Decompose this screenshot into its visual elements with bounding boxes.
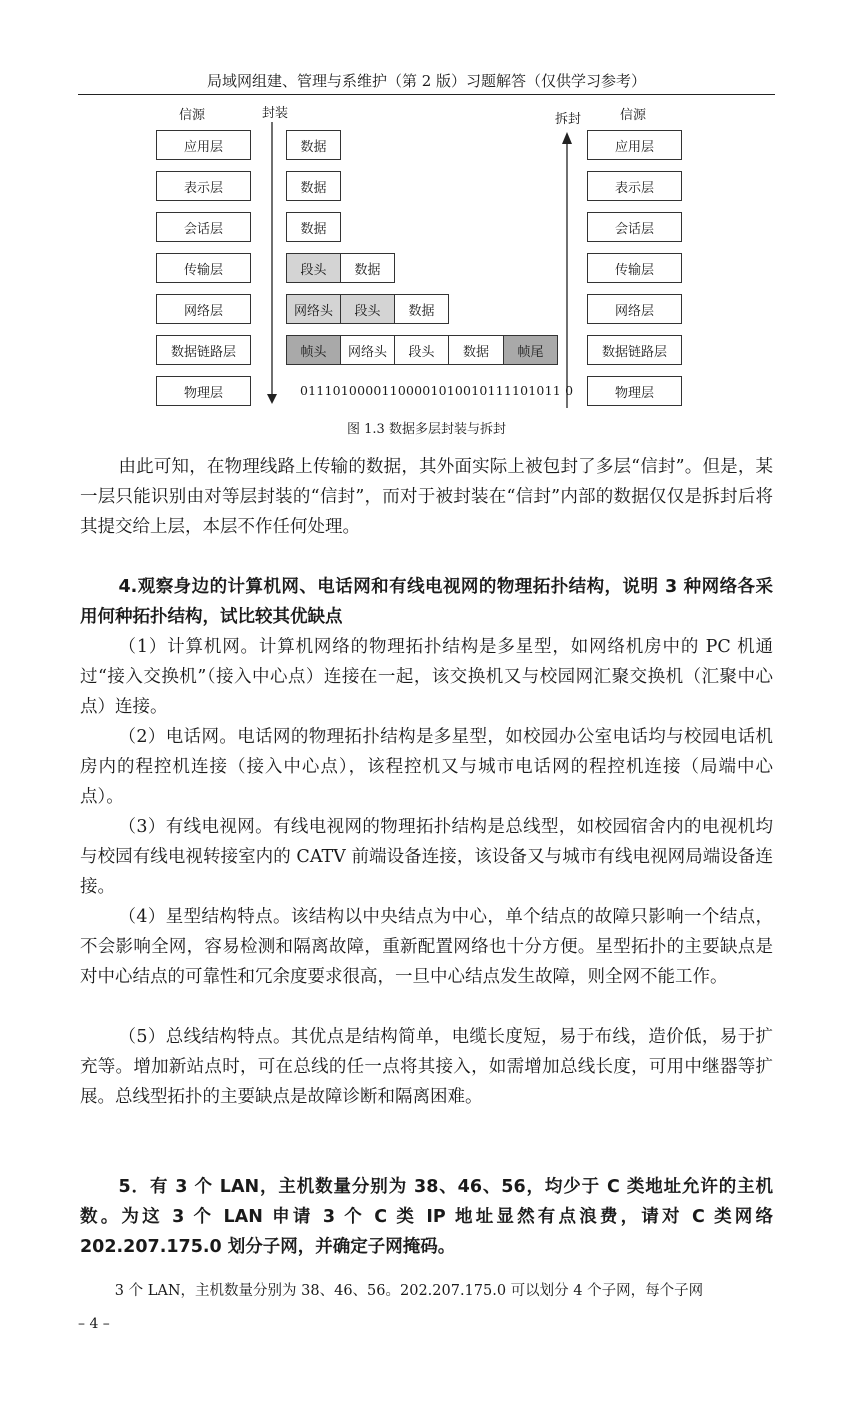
down-arrow-head: [267, 394, 277, 404]
right-source-label: 信源: [620, 108, 647, 123]
left-layer-datalink: 数据链路层: [156, 335, 251, 365]
segment-header: 段头: [286, 253, 341, 283]
question-5: 5．有 3 个 LAN，主机数量分别为 38、46、56，均少于 C 类地址允许的主机数。为这 3 个 LAN 申请 3 个 C 类 IP 地址显然有点浪费，请对 C 类网络 202.207.175.0 划分子网，并确定子网掩码。: [80, 1177, 773, 1257]
encapsulation-figure: [150, 102, 700, 412]
right-layer-network: 网络层: [587, 294, 682, 324]
figure-caption: 图 1.3 数据多层封装与拆封: [347, 422, 506, 437]
data-unit-datalink: 数据: [448, 335, 504, 365]
up-arrow-head: [562, 132, 572, 144]
answer-4-cable-tv-network: （3）有线电视网。有线电视网的物理拓扑结构是总线型，如校园宿舍内的电视机均与校园有线电视转接室内的 CATV 前端设备连接，该设备又与城市有线电视网局端设备连接。: [80, 817, 773, 897]
encapsulation-label: 封装: [262, 106, 289, 121]
left-layer-transport: 传输层: [156, 253, 251, 283]
right-layer-transport: 传输层: [587, 253, 682, 283]
answer-5-start: 3 个 LAN，主机数量分别为 38、46、56。202.207.175.0 可以划分 4 个子网，每个子网: [114, 1283, 704, 1299]
running-header: 局域网组建、管理与系维护（第 2 版）习题解答（仅供学习参考）: [78, 68, 775, 95]
data-unit-transport: 数据: [340, 253, 395, 283]
frame-trailer: 帧尾: [503, 335, 558, 365]
left-layer-session: 会话层: [156, 212, 251, 242]
left-layer-presentation: 表示层: [156, 171, 251, 201]
data-unit-application: 数据: [286, 130, 341, 160]
answer-4-star-topology: （4）星型结构特点。该结构以中央结点为中心，单个结点的故障只影响一个结点，不会影响全网，容易检测和隔离故障，重新配置网络也十分方便。星型拓扑的主要缺点是对中心结点的可靠性和冗余度要求很高，一旦中心结点发生故障，则全网不能工作。: [80, 907, 773, 987]
page-number: – 4 –: [78, 1316, 110, 1332]
segment-header-datalink: 段头: [394, 335, 449, 365]
answer-4-bus-topology: （5）总线结构特点。其优点是结构简单，电缆长度短，易于布线，造价低，易于扩充等。增加新站点时，可在总线的任一点将其接入，如需增加总线长度，可用中继器等扩展。总线型拓扑的主要缺点是故障诊断和隔离困难。: [80, 1027, 773, 1107]
network-header-datalink: 网络头: [340, 335, 395, 365]
network-header: 网络头: [286, 294, 341, 324]
right-layer-presentation: 表示层: [587, 171, 682, 201]
data-unit-presentation: 数据: [286, 171, 341, 201]
left-layer-network: 网络层: [156, 294, 251, 324]
data-unit-network: 数据: [394, 294, 449, 324]
decapsulation-label: 拆封: [555, 112, 582, 127]
data-unit-session: 数据: [286, 212, 341, 242]
frame-header: 帧头: [286, 335, 341, 365]
right-layer-application: 应用层: [587, 130, 682, 160]
answer-4-computer-network: （1）计算机网。计算机网络的物理拓扑结构是多星型，如网络机房中的 PC 机通过“接入交换机”（接入中心点）连接在一起，该交换机又与校园网汇聚交换机（汇聚中心点）连接。: [80, 637, 773, 717]
answer-4-telephone-network: （2）电话网。电话网的物理拓扑结构是多星型，如校园办公室电话均与校园电话机房内的程控机连接（接入中心点），该程控机又与城市电话网的程控机连接（局端中心点）。: [80, 727, 773, 807]
bitstream: 01110100001100001010010111101011 0: [300, 383, 574, 398]
question-4: 4.观察身边的计算机网、电话网和有线电视网的物理拓扑结构，说明 3 种网络各采用何种拓扑结构，试比较其优缺点: [80, 577, 773, 627]
left-layer-physical: 物理层: [156, 376, 251, 406]
paragraph-conclusion: 由此可知，在物理线路上传输的数据，其外面实际上被包封了多层“信封”。但是，某一层只能识别由对等层封装的“信封”，而对于被封装在“信封”内部的数据仅仅是拆封后将其提交给上层，本层不作任何处理。: [80, 457, 773, 537]
left-layer-application: 应用层: [156, 130, 251, 160]
segment-header-network: 段头: [340, 294, 395, 324]
right-layer-datalink: 数据链路层: [587, 335, 682, 365]
right-layer-physical: 物理层: [587, 376, 682, 406]
left-source-label: 信源: [179, 108, 206, 123]
right-layer-session: 会话层: [587, 212, 682, 242]
